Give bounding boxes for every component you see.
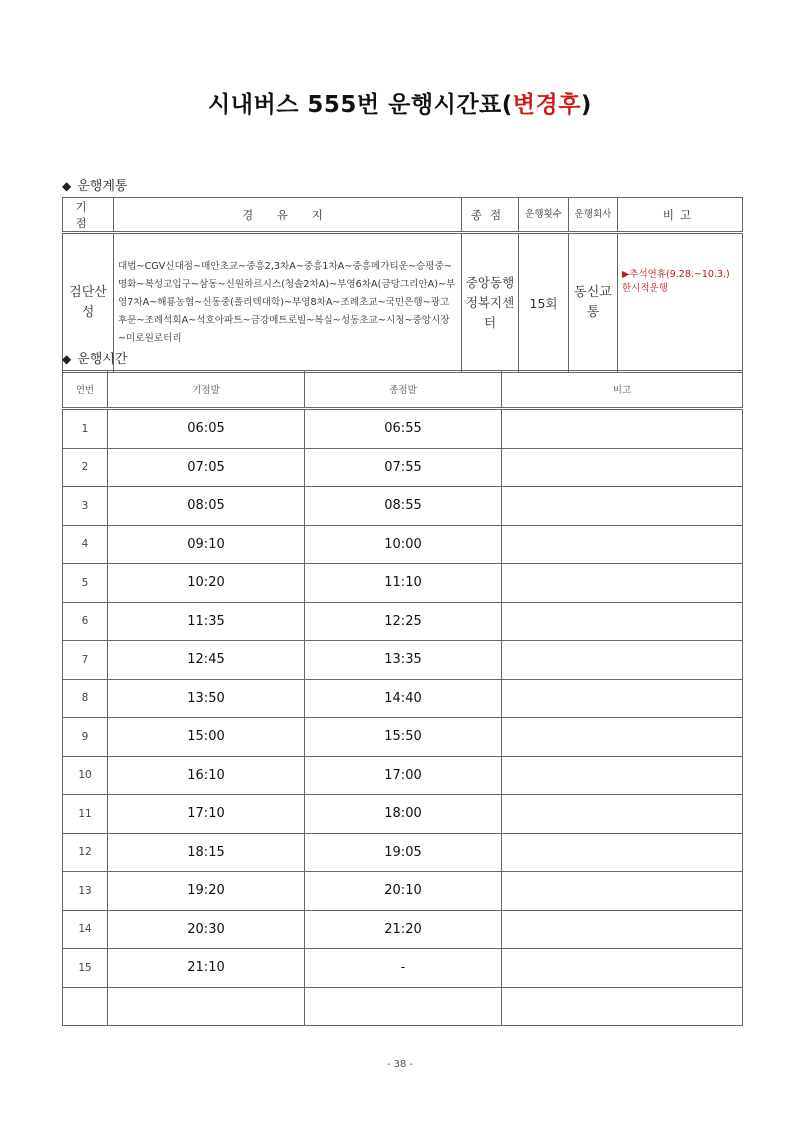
depart-end-time — [305, 987, 502, 1026]
diamond-bullet-icon: ◆ — [62, 179, 72, 193]
row-number: 13 — [63, 872, 108, 911]
depart-start-time: 19:20 — [108, 872, 305, 911]
table-row — [63, 795, 743, 834]
depart-start-time: 07:05 — [108, 448, 305, 487]
row-number: 14 — [63, 910, 108, 949]
title-main: 시내버스 555번 운행시간표( — [208, 92, 513, 118]
row-remark — [502, 409, 743, 449]
timetable-header-row — [63, 371, 743, 409]
route-heading-text: 운행계통 — [77, 179, 128, 194]
header-company: 운행회사 — [569, 198, 618, 233]
table-row — [63, 833, 743, 872]
row-number: 7 — [63, 641, 108, 680]
depart-end-time: 10:00 — [305, 525, 502, 564]
table-row — [63, 525, 743, 564]
table-row — [63, 949, 743, 988]
row-remark — [502, 679, 743, 718]
row-remark — [502, 910, 743, 949]
header-runs: 운행횟수 — [519, 198, 569, 233]
depart-end-time: 20:10 — [305, 872, 502, 911]
row-remark — [502, 448, 743, 487]
depart-end-time: 13:35 — [305, 641, 502, 680]
row-number: 8 — [63, 679, 108, 718]
route-via: 대법~CGV신대점~매안초교~중흥2,3차A~중흥1차A~중흥메가티운~승평중~명화~복성고입구~삼동~신원하르시스(청솔2차A)~부영6차A(금당그리안A)~부영7차A~해룡농협~신동중(폴리텍대학)~부영8차A~조례초교~국민은행~광고후문~조례석회A~석호아파트~금강메트로빌~복실~성동초교~시청~중앙시장~미로원로터리 — [114, 233, 462, 373]
depart-start-time: 11:35 — [108, 602, 305, 641]
header-remark: 비고 — [618, 198, 743, 233]
route-start: 검단산성 — [63, 233, 114, 373]
header-remark: 비고 — [502, 371, 743, 409]
page-number: - 38 - — [386, 1059, 414, 1070]
timetable-body — [63, 409, 743, 1026]
depart-end-time: 21:20 — [305, 910, 502, 949]
row-number: 1 — [63, 409, 108, 449]
route-section-heading — [62, 175, 127, 194]
row-number: 10 — [63, 756, 108, 795]
depart-start-time — [108, 987, 305, 1026]
table-row — [63, 872, 743, 911]
table-row — [63, 679, 743, 718]
depart-end-time: 18:00 — [305, 795, 502, 834]
header-start: 기점 — [63, 198, 114, 233]
header-no: 연번 — [63, 371, 108, 409]
depart-start-time: 17:10 — [108, 795, 305, 834]
table-row — [63, 409, 743, 449]
depart-end-time: 19:05 — [305, 833, 502, 872]
table-row — [63, 756, 743, 795]
depart-start-time: 15:00 — [108, 718, 305, 757]
table-row — [63, 448, 743, 487]
row-remark — [502, 641, 743, 680]
depart-start-time: 21:10 — [108, 949, 305, 988]
time-section-heading — [62, 348, 127, 367]
depart-end-time: 11:10 — [305, 564, 502, 603]
timetable — [62, 370, 743, 1026]
table-row — [63, 718, 743, 757]
row-remark — [502, 756, 743, 795]
diamond-bullet-icon: ◆ — [62, 352, 72, 366]
row-remark — [502, 718, 743, 757]
title-highlight: 변경후 — [512, 92, 581, 118]
depart-start-time: 12:45 — [108, 641, 305, 680]
depart-end-time: 12:25 — [305, 602, 502, 641]
row-number: 15 — [63, 949, 108, 988]
route-end: 중앙동행정복지센터 — [462, 233, 519, 373]
depart-start-time: 13:50 — [108, 679, 305, 718]
depart-end-time: 07:55 — [305, 448, 502, 487]
row-number: 6 — [63, 602, 108, 641]
route-company: 동신교통 — [569, 233, 618, 373]
row-number: 11 — [63, 795, 108, 834]
route-header-row — [63, 198, 743, 233]
route-table — [62, 197, 743, 373]
header-depart-start: 기점발 — [108, 371, 305, 409]
row-number: 2 — [63, 448, 108, 487]
depart-end-time: 08:55 — [305, 487, 502, 526]
depart-start-time: 08:05 — [108, 487, 305, 526]
header-depart-end: 종점발 — [305, 371, 502, 409]
table-row — [63, 602, 743, 641]
depart-start-time: 06:05 — [108, 409, 305, 449]
row-remark — [502, 564, 743, 603]
row-remark — [502, 949, 743, 988]
row-number: 9 — [63, 718, 108, 757]
depart-start-time: 10:20 — [108, 564, 305, 603]
header-end: 종점 — [462, 198, 519, 233]
row-remark — [502, 872, 743, 911]
row-number: 5 — [63, 564, 108, 603]
row-number: 4 — [63, 525, 108, 564]
depart-start-time: 18:15 — [108, 833, 305, 872]
row-remark — [502, 602, 743, 641]
title-close: ) — [580, 92, 592, 118]
route-row — [63, 233, 743, 373]
row-remark — [502, 487, 743, 526]
row-remark — [502, 795, 743, 834]
row-remark — [502, 525, 743, 564]
table-row — [63, 487, 743, 526]
depart-end-time: 15:50 — [305, 718, 502, 757]
time-heading-text: 운행시간 — [77, 352, 128, 367]
table-row — [63, 564, 743, 603]
route-remark: ▶추석연휴(9.28.~10.3.) 한시적운행 — [618, 233, 743, 373]
row-number: 3 — [63, 487, 108, 526]
depart-end-time: 17:00 — [305, 756, 502, 795]
route-runs: 15회 — [519, 233, 569, 373]
row-remark — [502, 833, 743, 872]
depart-end-time: 06:55 — [305, 409, 502, 449]
table-row — [63, 910, 743, 949]
depart-start-time: 09:10 — [108, 525, 305, 564]
depart-end-time: - — [305, 949, 502, 988]
depart-start-time: 16:10 — [108, 756, 305, 795]
depart-start-time: 20:30 — [108, 910, 305, 949]
header-via: 경 유 지 — [114, 198, 462, 233]
depart-end-time: 14:40 — [305, 679, 502, 718]
page-title — [0, 86, 800, 119]
row-number: 12 — [63, 833, 108, 872]
row-remark — [502, 987, 743, 1026]
table-row — [63, 987, 743, 1026]
row-number — [63, 987, 108, 1026]
table-row — [63, 641, 743, 680]
